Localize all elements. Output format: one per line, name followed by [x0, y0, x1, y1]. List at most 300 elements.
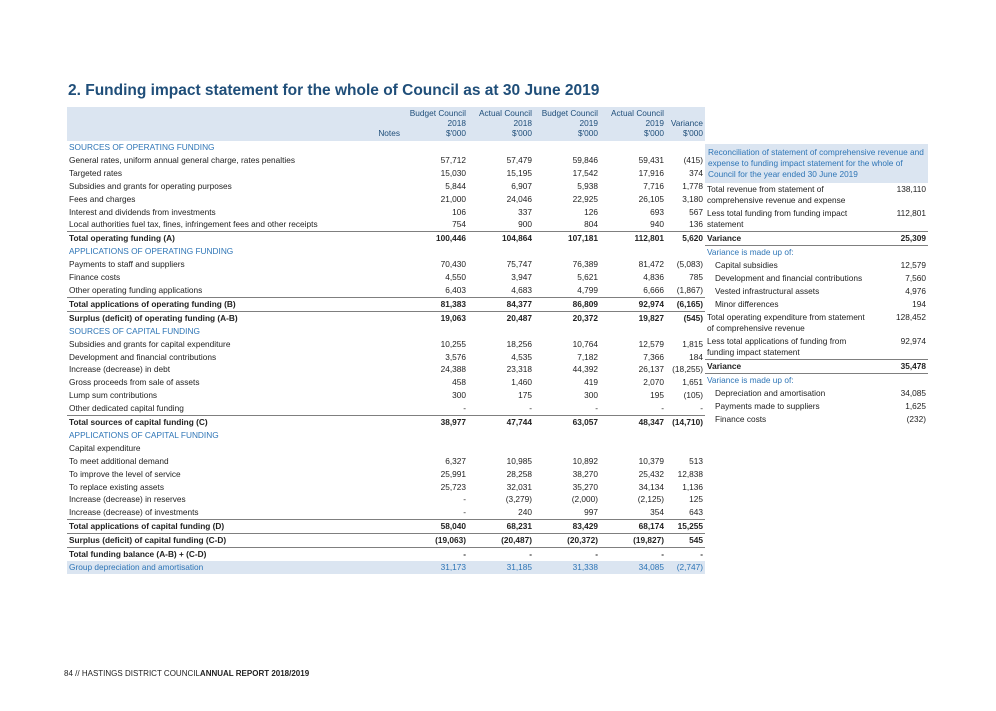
table-row: [67, 376, 705, 389]
row-value: -: [700, 403, 703, 414]
row-value: 44,392: [572, 364, 598, 375]
row-value: 6,666: [643, 284, 664, 295]
row-value: 354: [650, 507, 664, 518]
row-value: [534, 442, 600, 455]
recon-value: 34,085: [900, 388, 926, 398]
recon-row: [705, 374, 928, 388]
row-value: -: [600, 548, 666, 561]
row-value: [600, 141, 666, 154]
header-col-line: $'000: [445, 128, 466, 138]
row-value: 31,185: [468, 561, 534, 574]
row-value: [468, 325, 534, 338]
recon-row: [705, 360, 928, 374]
recon-row: [705, 311, 928, 335]
row-value: 112,801: [600, 232, 666, 245]
recon-label: Less total applications of funding from funding impact statement: [707, 336, 847, 357]
recon-label: Variance is made up of:: [707, 375, 794, 385]
row-value: 106: [452, 206, 466, 217]
row-value: [534, 429, 600, 442]
row-label: Increase (decrease) in debt: [69, 364, 171, 375]
table-row: [67, 284, 705, 297]
recon-label: Development and financial contributions: [715, 273, 863, 283]
row-value: [468, 442, 534, 455]
row-label: Increase (decrease) in reserves: [69, 494, 186, 505]
row-value: 3,180: [682, 193, 703, 204]
header-col-line: 2019: [579, 118, 598, 128]
recon-value: 194: [912, 299, 926, 309]
table-row: [67, 481, 705, 494]
recon-label: Finance costs: [715, 414, 767, 424]
row-value: (2,125): [637, 494, 664, 505]
row-value: 184: [689, 351, 703, 362]
recon-value: (232): [906, 414, 926, 424]
row-value: 10,764: [572, 338, 598, 349]
table-row: [67, 402, 705, 415]
row-value: (415): [683, 154, 703, 165]
recon-value: 112,801: [896, 208, 926, 218]
row-value: 35,270: [572, 481, 598, 492]
row-value: (18,255): [672, 364, 703, 375]
row-label: Fees and charges: [69, 193, 136, 204]
page-title: 2. Funding impact statement for the whole of Council as at 30 June 2019: [68, 82, 600, 99]
recon-row: [705, 232, 928, 246]
table-row: [67, 193, 705, 206]
row-value: 5,844: [445, 180, 466, 191]
recon-row: [705, 259, 928, 272]
row-value: 567: [689, 206, 703, 217]
row-label: APPLICATIONS OF OPERATING FUNDING: [69, 246, 234, 257]
row-value: 31,338: [534, 561, 600, 574]
row-value: -: [463, 507, 466, 518]
table-header: [67, 107, 705, 141]
section-header-row: [67, 245, 705, 258]
row-value: [666, 429, 705, 442]
row-value: 643: [689, 507, 703, 518]
row-value: 26,137: [638, 364, 664, 375]
row-value: 6,907: [511, 180, 532, 191]
row-value: 38,977: [402, 416, 468, 429]
table-row: [67, 455, 705, 468]
table-row: [67, 154, 705, 167]
row-value: [402, 141, 468, 154]
recon-row: [705, 413, 928, 426]
funding-impact-table: [67, 107, 705, 574]
row-value: 6,403: [445, 284, 466, 295]
row-label: Total funding balance (A-B) + (C-D): [67, 548, 402, 561]
recon-value: 138,110: [896, 184, 926, 194]
row-value: [600, 429, 666, 442]
footer-separator: //: [75, 669, 80, 678]
table-row: [67, 416, 705, 429]
recon-row: [705, 335, 928, 360]
recon-value: [875, 374, 928, 388]
table-row: [67, 506, 705, 519]
header-col: [534, 107, 600, 141]
row-value: 785: [689, 272, 703, 283]
table-row: [67, 297, 705, 311]
row-value: 240: [518, 507, 532, 518]
row-value: 300: [452, 390, 466, 401]
row-value: 7,182: [577, 351, 598, 362]
row-value: 125: [689, 494, 703, 505]
header-col-line: $'000: [682, 128, 703, 138]
table-row: [67, 167, 705, 180]
recon-row: [705, 400, 928, 413]
row-value: 76,389: [572, 259, 598, 270]
row-value: 1,460: [511, 377, 532, 388]
row-value: 12,838: [677, 468, 703, 479]
recon-label: Variance: [705, 360, 875, 374]
row-value: 22,925: [572, 193, 598, 204]
table-row: [67, 206, 705, 219]
row-value: 2,070: [643, 377, 664, 388]
row-label: To meet additional demand: [69, 455, 169, 466]
row-value: [402, 325, 468, 338]
row-value: 4,683: [511, 284, 532, 295]
row-value: [600, 442, 666, 455]
row-value: 175: [518, 390, 532, 401]
row-value: 32,031: [506, 481, 532, 492]
row-label: Targeted rates: [69, 167, 123, 178]
row-value: 15,030: [440, 167, 466, 178]
row-label: To replace existing assets: [69, 481, 165, 492]
table-row: [67, 258, 705, 271]
row-value: 59,846: [572, 154, 598, 165]
row-value: (2,747): [666, 561, 705, 574]
row-value: 68,174: [600, 520, 666, 534]
row-value: 1,778: [682, 180, 703, 191]
row-label: Total sources of capital funding (C): [67, 416, 402, 429]
row-value: 195: [650, 390, 664, 401]
row-value: -: [529, 403, 532, 414]
row-label: Gross proceeds from sale of assets: [69, 377, 200, 388]
table-row: [67, 520, 705, 534]
recon-value: 4,976: [905, 286, 926, 296]
recon-row: [705, 183, 928, 207]
row-value: -: [534, 548, 600, 561]
recon-label: Payments made to suppliers: [715, 401, 820, 411]
page-number: 84: [64, 669, 73, 678]
footer-org: HASTINGS DISTRICT COUNCIL: [81, 669, 200, 678]
row-value: -: [468, 548, 534, 561]
row-value: 19,063: [402, 311, 468, 324]
row-value: 4,535: [511, 351, 532, 362]
row-value: (20,487): [468, 534, 534, 548]
row-label: Other dedicated capital funding: [69, 403, 184, 414]
row-value: 17,916: [638, 167, 664, 178]
row-value: [600, 325, 666, 338]
row-value: (14,710): [666, 416, 705, 429]
row-value: 57,712: [440, 154, 466, 165]
row-value: 48,347: [600, 416, 666, 429]
row-value: 10,985: [506, 455, 532, 466]
row-value: 24,046: [506, 193, 532, 204]
row-value: -: [463, 494, 466, 505]
row-value: 75,747: [506, 259, 532, 270]
row-value: [534, 325, 600, 338]
table-row: [67, 271, 705, 284]
row-value: 38,270: [572, 468, 598, 479]
row-value: 15,255: [666, 520, 705, 534]
header-row: [67, 107, 705, 141]
recon-value: [875, 246, 928, 260]
row-value: 7,366: [643, 351, 664, 362]
row-value: 70,430: [440, 259, 466, 270]
row-value: [666, 442, 705, 455]
recon-heading-row: [705, 144, 928, 183]
recon-label: Depreciation and amortisation: [715, 388, 826, 398]
row-value: [468, 141, 534, 154]
row-value: 31,173: [402, 561, 468, 574]
reconciliation-table: [705, 144, 928, 426]
row-value: 12,579: [638, 338, 664, 349]
recon-row: [705, 387, 928, 400]
recon-value: 35,478: [875, 360, 928, 374]
header-notes: Notes: [362, 107, 402, 141]
table-row: [67, 468, 705, 481]
recon-value: 7,560: [905, 273, 926, 283]
row-value: 86,809: [534, 297, 600, 311]
recon-value: 1,625: [905, 401, 926, 411]
row-value: (545): [666, 311, 705, 324]
row-value: 68,231: [468, 520, 534, 534]
header-col-line: $'000: [577, 128, 598, 138]
table-row: [67, 534, 705, 548]
row-value: 25,432: [638, 468, 664, 479]
row-value: -: [661, 403, 664, 414]
section-header-row: [67, 429, 705, 442]
row-value: 10,892: [572, 455, 598, 466]
recon-row: [705, 246, 928, 260]
row-label: Total applications of capital funding (D): [67, 520, 402, 534]
recon-value: 12,579: [900, 260, 926, 270]
row-value: [402, 442, 468, 455]
row-label: Subsidies and grants for operating purposes: [69, 180, 232, 191]
row-label: Subsidies and grants for capital expenditure: [69, 338, 231, 349]
recon-row: [705, 272, 928, 285]
row-label: SOURCES OF CAPITAL FUNDING: [69, 325, 200, 336]
row-value: -: [463, 403, 466, 414]
row-value: 17,542: [572, 167, 598, 178]
table-row: [67, 311, 705, 324]
recon-value: 128,452: [896, 312, 926, 322]
row-value: 4,836: [643, 272, 664, 283]
row-label: Lump sum contributions: [69, 390, 158, 401]
row-label: Finance costs: [69, 272, 121, 283]
recon-value: 25,309: [875, 232, 928, 246]
row-label: Surplus (deficit) of operating funding (A-B): [67, 311, 402, 324]
table-row: [67, 363, 705, 376]
row-value: 28,258: [506, 468, 532, 479]
row-value: 34,134: [638, 481, 664, 492]
row-value: [666, 245, 705, 258]
row-value: 25,723: [440, 481, 466, 492]
row-value: 100,446: [402, 232, 468, 245]
row-label: Total operating funding (A): [67, 232, 402, 245]
row-value: 804: [584, 219, 598, 230]
header-col-line: Actual Council: [478, 108, 532, 118]
footer-report: ANNUAL REPORT 2018/2019: [199, 669, 310, 678]
row-value: (5,083): [676, 259, 703, 270]
header-col-line: 2018: [513, 118, 532, 128]
row-value: 59,431: [638, 154, 664, 165]
table-row: [67, 218, 705, 231]
row-value: 1,136: [682, 481, 703, 492]
row-value: 4,550: [445, 272, 466, 283]
recon-label: Minor differences: [715, 299, 779, 309]
table-body: [67, 141, 705, 574]
table-row: [67, 442, 705, 455]
row-value: 25,991: [440, 468, 466, 479]
recon-heading: Reconciliation of statement of comprehensive revenue and expense to funding impact statement for the whole of Council for the year ended 30 June 2019: [705, 144, 928, 183]
recon-label: Capital subsidies: [715, 260, 778, 270]
row-value: 18,256: [506, 338, 532, 349]
header-col-line: 2018: [447, 118, 466, 128]
row-value: [600, 245, 666, 258]
row-label: Group depreciation and amortisation: [67, 561, 402, 574]
row-value: 693: [650, 206, 664, 217]
recon-value: 92,974: [900, 336, 926, 346]
row-label: General rates, uniform annual general charge, rates penalties: [69, 154, 295, 165]
header-col-line: Budget Council: [541, 108, 598, 118]
recon-label: Variance: [705, 232, 875, 246]
row-value: 10,255: [440, 338, 466, 349]
row-value: 3,947: [511, 272, 532, 283]
section-header-row: [67, 141, 705, 154]
group-row: [67, 561, 705, 574]
page-footer: [64, 669, 309, 678]
table-row: [67, 548, 705, 561]
row-value: [402, 429, 468, 442]
header-col-line: $'000: [643, 128, 664, 138]
row-value: 5,620: [666, 232, 705, 245]
recon-label: Less total funding from funding impact statement: [707, 208, 848, 229]
row-value: [402, 245, 468, 258]
header-col: [666, 107, 705, 141]
row-value: (2,000): [571, 494, 598, 505]
table-row: [67, 232, 705, 245]
recon-label: Total operating expenditure from statement of comprehensive revenue: [707, 312, 865, 333]
row-value: [666, 141, 705, 154]
row-value: 458: [452, 377, 466, 388]
row-value: [666, 325, 705, 338]
recon-row: [705, 207, 928, 232]
table-row: [67, 351, 705, 364]
row-value: 3,576: [445, 351, 466, 362]
row-label: Development and financial contributions: [69, 351, 217, 362]
row-value: (19,827): [600, 534, 666, 548]
row-label: APPLICATIONS OF CAPITAL FUNDING: [69, 429, 219, 440]
row-label: Increase (decrease) of investments: [69, 507, 199, 518]
recon-row: [705, 298, 928, 311]
row-value: 126: [584, 206, 598, 217]
header-col: [402, 107, 468, 141]
row-value: 20,372: [534, 311, 600, 324]
row-value: 337: [518, 206, 532, 217]
row-value: -: [402, 548, 468, 561]
row-value: 20,487: [468, 311, 534, 324]
row-value: 83,429: [534, 520, 600, 534]
recon-row: [705, 285, 928, 298]
row-value: (1,867): [676, 284, 703, 295]
row-value: 513: [689, 455, 703, 466]
row-value: 997: [584, 507, 598, 518]
row-value: 136: [689, 219, 703, 230]
row-value: 940: [650, 219, 664, 230]
row-value: 63,057: [534, 416, 600, 429]
row-value: 104,864: [468, 232, 534, 245]
row-value: 1,815: [682, 338, 703, 349]
row-value: 15,195: [506, 167, 532, 178]
header-col-line: Budget Council: [409, 108, 466, 118]
row-value: (20,372): [534, 534, 600, 548]
row-value: [468, 245, 534, 258]
header-label-cell: [67, 107, 362, 141]
row-value: 107,181: [534, 232, 600, 245]
row-value: [534, 245, 600, 258]
row-value: 754: [452, 219, 466, 230]
row-value: 92,974: [600, 297, 666, 311]
row-value: (6,165): [666, 297, 705, 311]
row-label: Interest and dividends from investments: [69, 206, 216, 217]
row-value: 24,388: [440, 364, 466, 375]
row-value: 19,827: [600, 311, 666, 324]
row-value: 1,651: [682, 377, 703, 388]
row-value: 10,379: [638, 455, 664, 466]
recon-label: Vested infrastructural assets: [715, 286, 820, 296]
table-row: [67, 338, 705, 351]
row-value: 21,000: [440, 193, 466, 204]
row-value: 26,105: [638, 193, 664, 204]
header-col: [468, 107, 534, 141]
row-label: SOURCES OF OPERATING FUNDING: [69, 142, 215, 152]
row-value: -: [666, 548, 705, 561]
row-value: 5,938: [577, 180, 598, 191]
row-value: [468, 429, 534, 442]
row-value: 34,085: [600, 561, 666, 574]
row-value: 47,744: [468, 416, 534, 429]
row-label: To improve the level of service: [69, 468, 181, 479]
header-col: [600, 107, 666, 141]
row-label: Total applications of operating funding (B): [67, 297, 402, 311]
row-label: Other operating funding applications: [69, 284, 203, 295]
row-value: 81,383: [402, 297, 468, 311]
row-value: 81,472: [638, 259, 664, 270]
row-label: Local authorities fuel tax, fines, infringement fees and other receipts: [69, 219, 318, 230]
row-value: (19,063): [402, 534, 468, 548]
recon-label: Total revenue from statement of comprehensive revenue and expense: [707, 184, 846, 205]
table-row: [67, 180, 705, 193]
row-value: 23,318: [506, 364, 532, 375]
row-value: 58,040: [402, 520, 468, 534]
row-value: (3,279): [505, 494, 532, 505]
row-value: [534, 141, 600, 154]
row-label: Payments to staff and suppliers: [69, 259, 185, 270]
recon-label: Variance is made up of:: [707, 247, 794, 257]
row-value: 6,327: [445, 455, 466, 466]
section-header-row: [67, 325, 705, 338]
row-value: 4,799: [577, 284, 598, 295]
row-value: 5,621: [577, 272, 598, 283]
row-value: 545: [666, 534, 705, 548]
row-value: 7,716: [643, 180, 664, 191]
row-value: 300: [584, 390, 598, 401]
row-value: -: [595, 403, 598, 414]
row-value: (105): [683, 390, 703, 401]
header-col-line: Actual Council: [610, 108, 664, 118]
header-col-line: 2019: [645, 118, 664, 128]
row-value: 374: [689, 167, 703, 178]
